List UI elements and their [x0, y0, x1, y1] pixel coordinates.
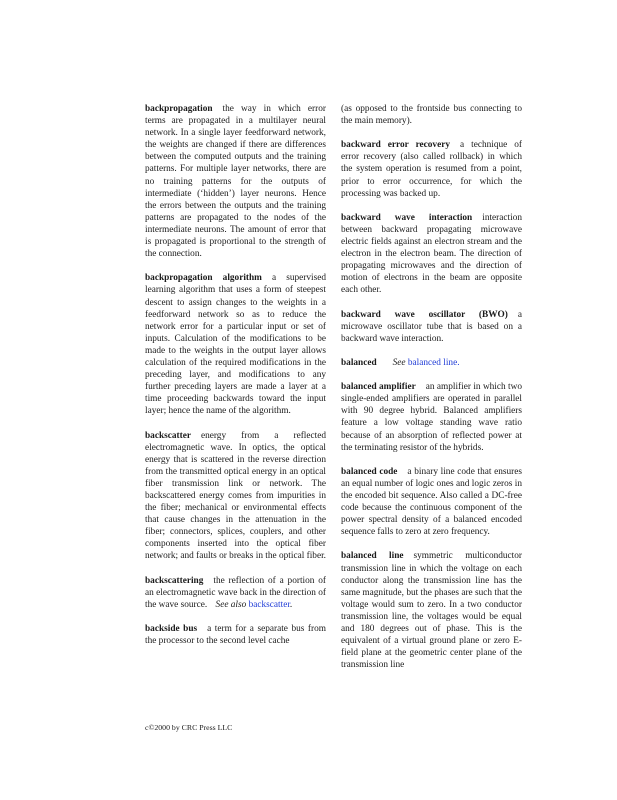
entry-backscatter [145, 430, 326, 563]
continued-definition: (as opposed to the frontside bus connecting to the main memory). [341, 104, 522, 127]
entry-term: balanced code [341, 466, 398, 477]
entry-definition: a term for a separate bus from the processor to the second level cache [145, 624, 326, 647]
copyright-footer: c©2000 by CRC Press LLC [145, 723, 233, 732]
entry-term: backscattering [145, 575, 204, 586]
entry-backpropagation [145, 103, 326, 260]
entry-definition: a binary line code that ensures an equal number of logic ones and logic zeros in the encoded bit sequence. Also called a DC-free code because the continuous component of the power spectral density of a balanced encoded sequence falls to zero at zero frequency. [341, 466, 523, 538]
entry-backside-bus [145, 623, 326, 647]
entry-balanced-amplifier [341, 381, 522, 454]
cross-reference-period: . [289, 599, 293, 610]
see-also-label: See also [215, 599, 247, 610]
entry-term: balanced [341, 357, 377, 368]
entry-definition: energy from a reflected electromagnetic wave. In optics, the optical energy that is scattered in the reverse direction from the transmitted optical energy in an optical fiber transmission link or network. The backscattered energy comes from impurities in the fiber; mechanical or environmental effects that cause changes in the attenuation in the fiber; connectors, splices, couplers, and other components inserted into the optical fiber network; and faults or breaks in the optical fiber. [145, 430, 326, 562]
entry-term: backward wave oscillator (BWO) [341, 309, 508, 320]
left-column [145, 103, 326, 659]
entry-term: balanced line [341, 551, 404, 562]
entry-term: backscatter [145, 430, 191, 441]
entry-term: backpropagation [145, 104, 213, 114]
entry-definition: interaction between backward propagating microwave electric fields against an electron stream and the electron in the electron beam. The direction of propagating microwaves and the direction of motion of electrons in the beam are opposite each other. [341, 212, 522, 296]
entry-definition: an amplifier in which two single-ended amplifiers are operated in parallel with 90 degree hybrid. Balanced amplifiers feature a low voltage standing wave ratio because of an absorption of reflected power at the terminating resistor of the hybrids. [341, 382, 522, 453]
entry-term: backpropagation algorithm [145, 273, 262, 284]
cross-reference-period: . [457, 357, 460, 368]
entry-term: backside bus [145, 624, 198, 635]
entry-balanced [341, 357, 522, 369]
entry-definition: a technique of error recovery (also called rollback) in which the system operation is resumed from a point, prior to error occurrence, for which the processing was backed up. [341, 140, 522, 199]
see-label: See [392, 357, 406, 368]
entry-balanced-code [341, 466, 522, 539]
entry-definition: the reflection of a portion of an electromagnetic wave back in the direction of the wave source. [145, 575, 326, 610]
right-column [341, 103, 522, 684]
entry-definition: a supervised learning algorithm that uses a form of steepest descent to assign changes to the weights in a feedforward network so as to reduce the network error for a particular input or set of inputs. Calculation of the modifications to be made to the weights in the output layer allows calculation of the required modifications in the preceding layer, and modifications to any further preceding layers are made a layer at a time proceeding backwards toward the input layer; hence the name of the algorithm. [145, 273, 326, 417]
entry-balanced-line [341, 550, 522, 671]
entry-backward-wave-interaction [341, 212, 522, 297]
entry-definition: symmetric multiconductor transmission line in which the voltage on each conductor along the transmission line has the same magnitude, but the phases are such that the voltage would sum to zero. In a two conductor transmission line, the voltages would be equal and 180 degrees out of phase. This is the equivalent of a virtual ground plane or zero E-field plane at the geometric center plane of the transmission line [341, 551, 522, 671]
entry-term: backward error recovery [341, 140, 450, 151]
entry-backward-wave-oscillator [341, 309, 522, 345]
entry-term: balanced amplifier [341, 382, 416, 393]
entry-definition: a microwave oscillator tube that is based on a backward wave interaction. [341, 309, 522, 344]
entry-continuation [341, 103, 522, 127]
entry-term: backward wave interaction [341, 212, 473, 223]
entry-backscattering [145, 575, 326, 611]
entry-backward-error-recovery [341, 139, 522, 199]
entry-backpropagation-algorithm [145, 272, 326, 417]
entry-definition: the way in which error terms are propagated in a multilayer neural network. In a single layer feedforward network, the weights are changed if there are differences between the computed outputs and the training patterns. For multiple layer networks, there are no training patterns for the outputs of intermediate (‘hidden’) layer neurons. Hence the errors between the outputs and the training patterns are propagated to the nodes of the intermediate neurons. The amount of error that is propagated is proportional to the strength of the connection. [145, 104, 326, 260]
cross-reference-link[interactable]: backscatter [248, 599, 290, 610]
cross-reference-link[interactable]: balanced line [407, 357, 458, 368]
